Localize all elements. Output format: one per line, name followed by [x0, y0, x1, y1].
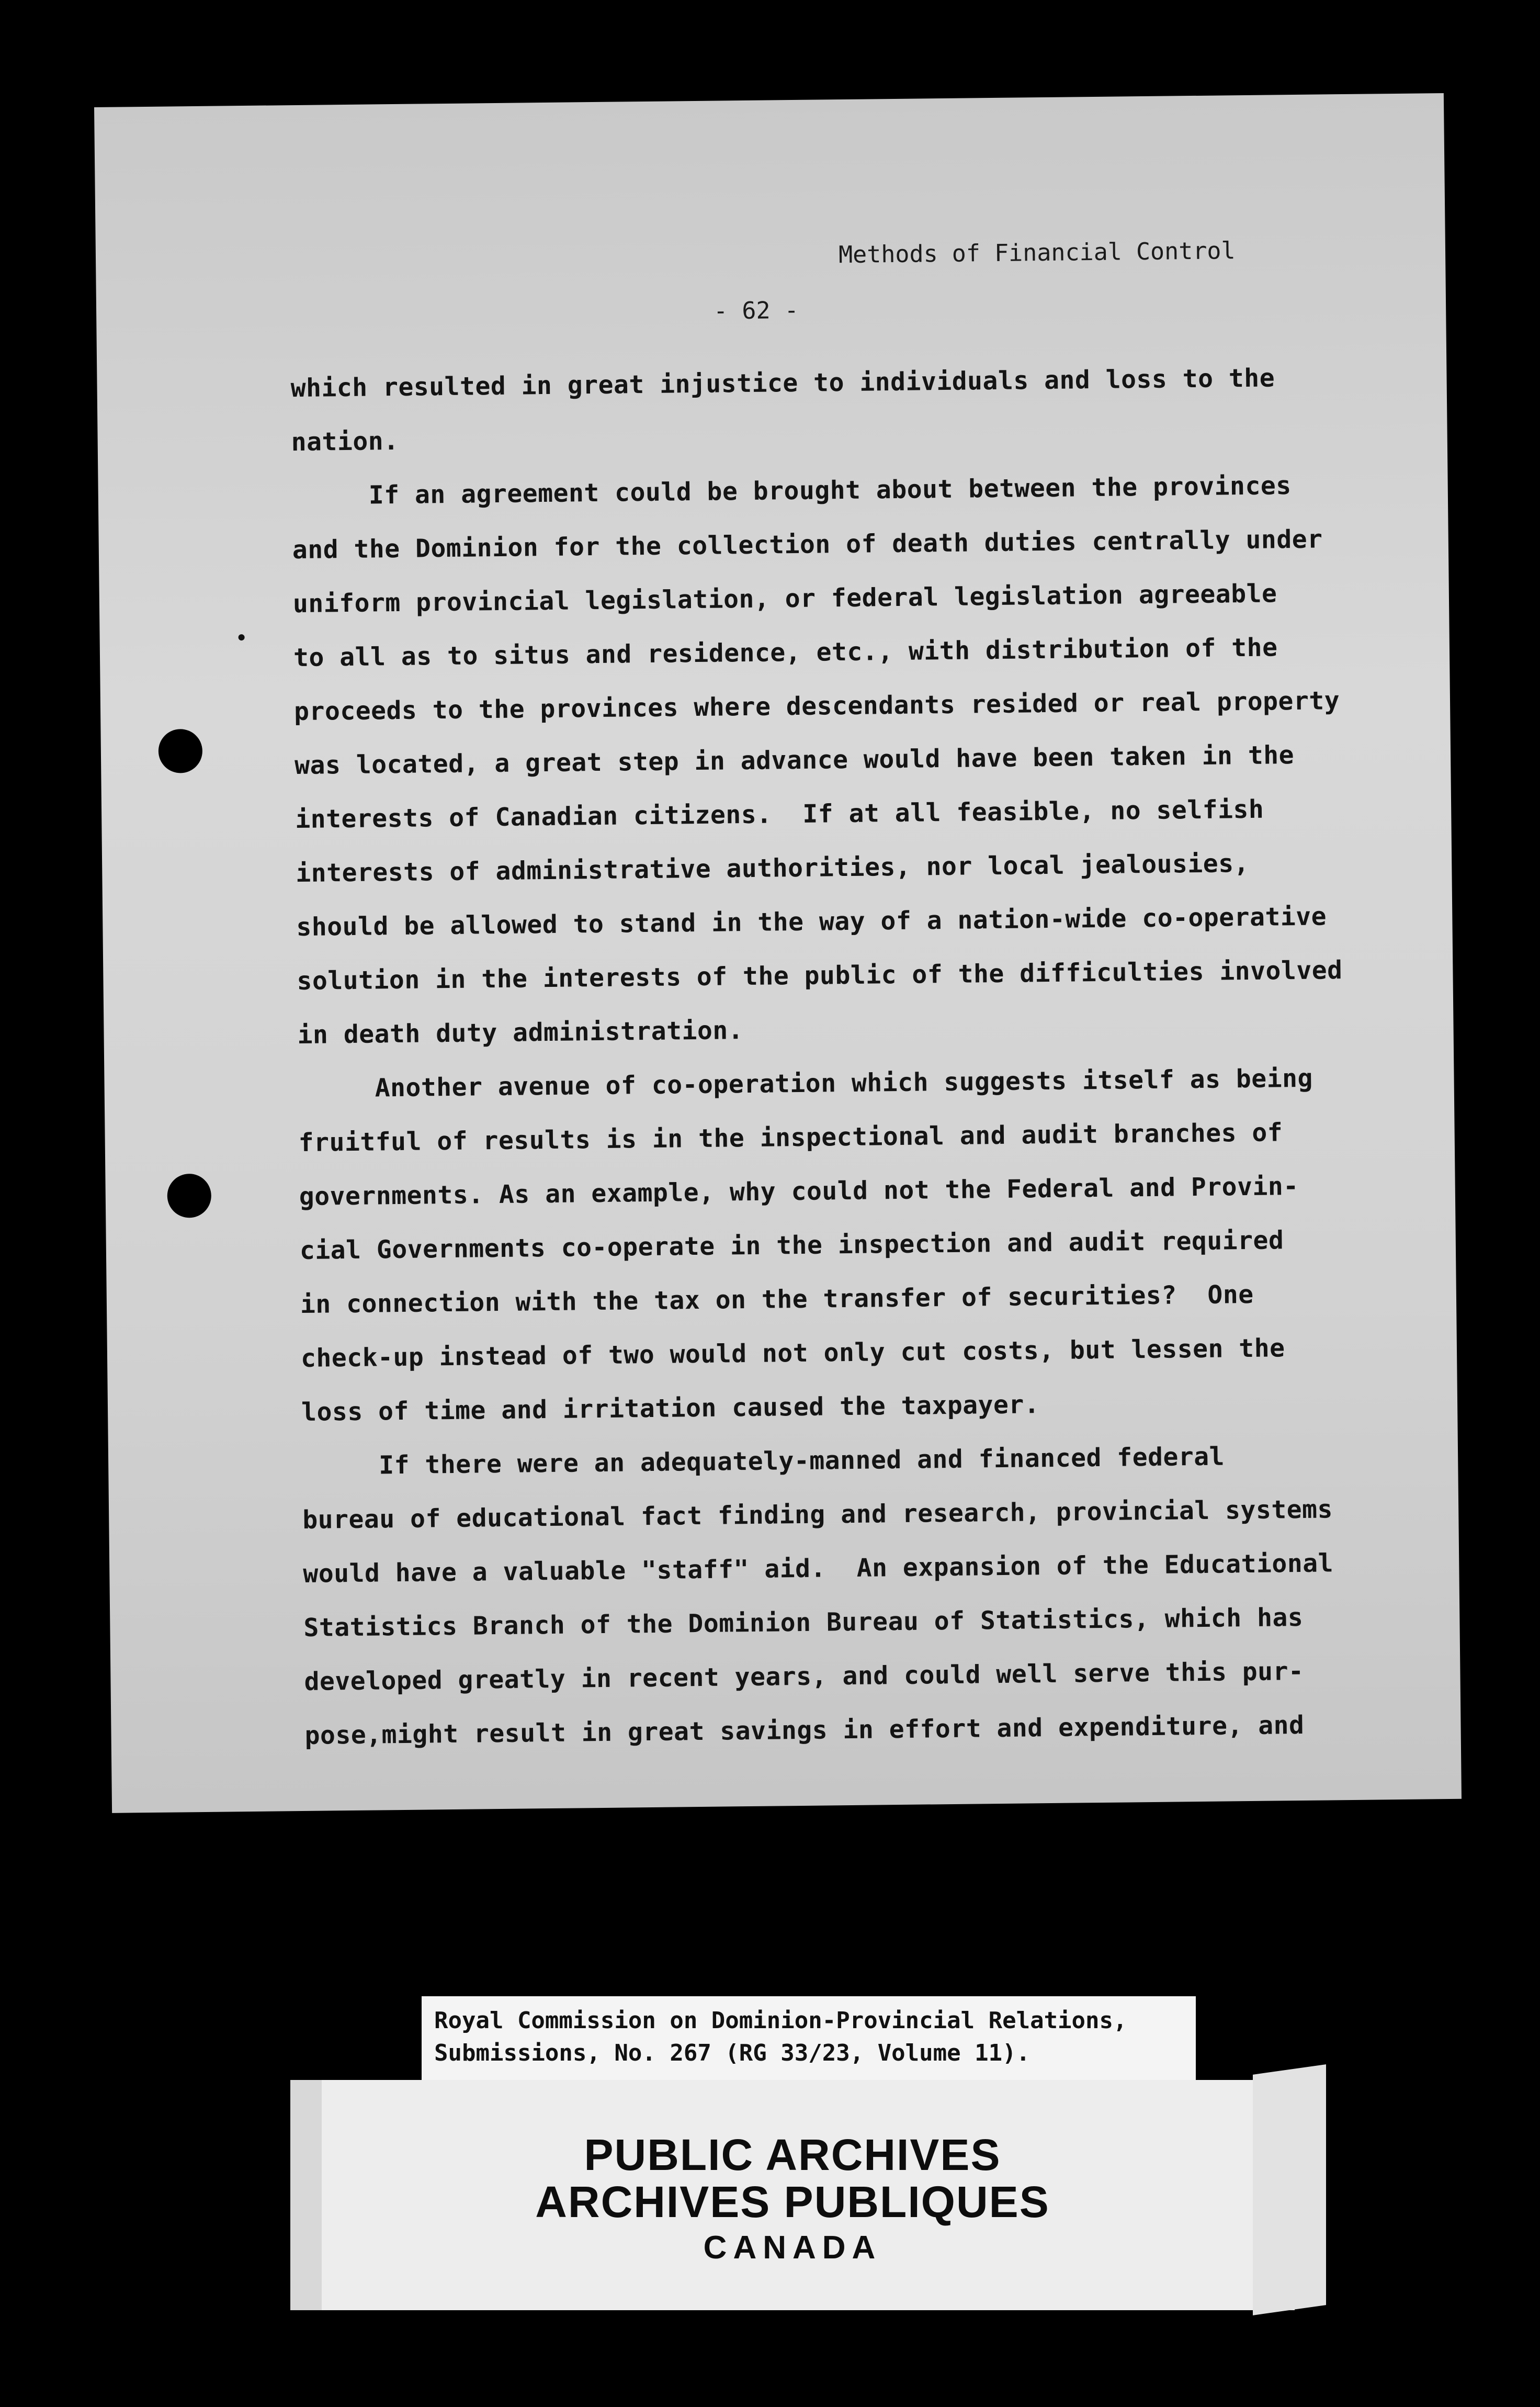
punch-hole: [167, 1174, 211, 1218]
text-line: governments. As an example, why could not the Federal and Provin-: [299, 1172, 1299, 1212]
archive-label-line: Royal Commission on Dominion-Provincial Relations,: [434, 2007, 1127, 2034]
text-line: in connection with the tax on the transfer of securities? One: [300, 1279, 1254, 1319]
stamp-line-public-archives: PUBLIC ARCHIVES: [584, 2130, 1001, 2179]
text-line: If an agreement could be brought about between the provinces: [291, 471, 1292, 511]
document-page: [94, 93, 1462, 1813]
text-line: in death duty administration.: [297, 1016, 744, 1050]
running-head: Methods of Financial Control: [838, 237, 1236, 269]
text-line: was located, a great step in advance would have been taken in the: [294, 740, 1295, 781]
text-line: Another avenue of co-operation which suggests itself as being: [298, 1063, 1313, 1104]
text-line: bureau of educational fact finding and research, provincial systems: [302, 1494, 1333, 1535]
text-line: interests of Canadian citizens. If at all feasible, no selfish: [295, 794, 1264, 835]
body-text: [290, 350, 1403, 1763]
margin-dot: [239, 634, 245, 640]
text-line: should be allowed to stand in the way of a nation-wide co-operative: [296, 902, 1327, 942]
text-line: interests of administrative authorities, nor local jealousies,: [296, 848, 1250, 888]
text-line: nation.: [291, 426, 399, 457]
text-line: solution in the interests of the public of the difficulties involved: [297, 955, 1343, 996]
stamp-line-canada: CANADA: [703, 2230, 882, 2266]
page-number: - 62 -: [713, 296, 799, 325]
text-line: which resulted in great injustice to individuals and loss to the: [290, 363, 1275, 403]
text-line: check-up instead of two would not only cut costs, but lessen the: [300, 1333, 1285, 1373]
text-line: fruitful of results is in the inspectional and audit branches of: [298, 1118, 1283, 1158]
text-line: developed greatly in recent years, and could well serve this pur-: [304, 1656, 1304, 1696]
text-line: and the Dominion for the collection of death duties centrally under: [292, 524, 1323, 565]
text-line: would have a valuable "staff" aid. An expansion of the Educational: [303, 1548, 1334, 1589]
text-line: pose,might result in great savings in effort and expenditure, and: [304, 1710, 1305, 1750]
archive-reference-label: [422, 1996, 1196, 2080]
text-line: loss of time and irritation caused the taxpayer.: [301, 1390, 1040, 1427]
text-line: uniform provincial legislation, or federal legislation agreeable: [292, 579, 1277, 619]
text-line: Statistics Branch of the Dominion Bureau of Statistics, which has: [303, 1602, 1304, 1643]
stamp-line-archives-publiques: ARCHIVES PUBLIQUES: [535, 2177, 1050, 2226]
archive-stamp: [290, 2080, 1295, 2310]
text-line: If there were an adequately-manned and financed federal: [301, 1442, 1225, 1481]
text-line: cial Governments co-operate in the inspection and audit required: [299, 1225, 1284, 1266]
punch-hole: [158, 729, 202, 773]
archive-label-line: Submissions, No. 267 (RG 33/23, Volume 11).: [434, 2040, 1031, 2066]
text-line: to all as to situs and residence, etc., with distribution of the: [293, 633, 1278, 673]
text-line: proceeds to the provinces where descendants resided or real property: [293, 686, 1340, 727]
